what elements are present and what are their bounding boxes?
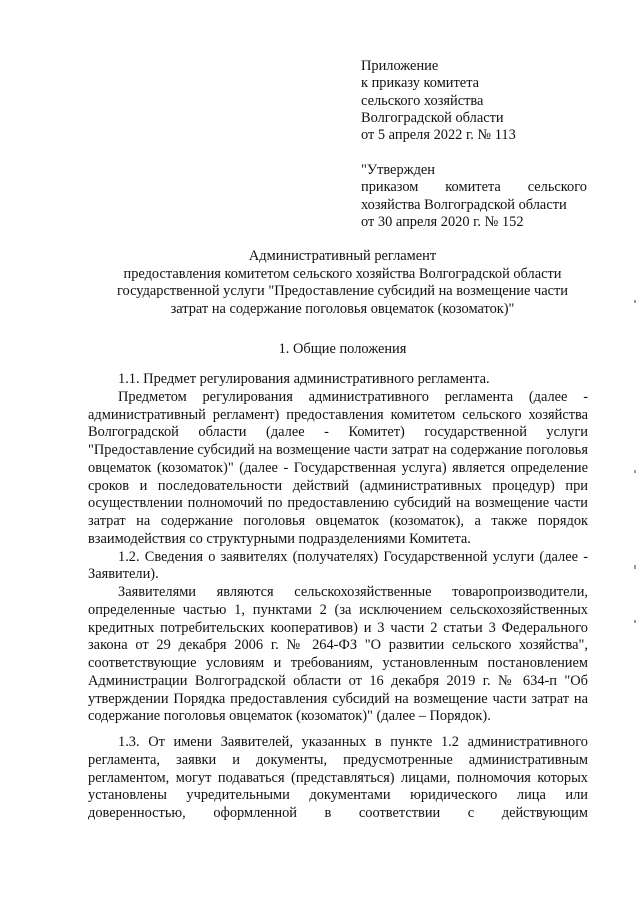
title-line: затрат на содержание поголовья овцематок (козоматок)" [170, 300, 515, 317]
paragraph: 1.3. От имени Заявителей, указанных в пункте 1.2 административного регламента, заявки и документы, предусмотренные административным регламентом, могут подаваться (представляться) лицами, полномочия которых установлены учредительными документами юридического лица или доверенностью, оформленной в соответствии с действующим [88, 734, 588, 821]
scan-edge-mark [634, 300, 636, 303]
appendix-line: Приложение [361, 58, 439, 74]
paragraph: 1.2. Сведения о заявителях (получателях) Государственной услуги (далее - Заявители). [88, 548, 588, 583]
approval-line: приказом комитета сельского [361, 179, 587, 196]
section-body [88, 371, 588, 823]
approval-heading: "Утвержден [361, 162, 435, 178]
scan-edge-mark [634, 470, 636, 473]
approval-line: от 30 апреля 2020 г. № 152 [361, 214, 524, 231]
title-line: Административный регламент [248, 248, 437, 264]
appendix-line: сельского хозяйства [361, 92, 484, 109]
appendix-line: от 5 апреля 2022 г. № 113 [361, 127, 516, 144]
appendix-line: к приказу комитета [361, 75, 480, 92]
title-line: государственной услуги "Предоставление субсидий на возмещение части [117, 283, 568, 300]
title-line: предоставления комитетом сельского хозяйства Волгоградской области [123, 265, 562, 282]
appendix-line: Волгоградской области [361, 109, 504, 126]
section-heading: 1. Общие положения [278, 341, 407, 357]
approval-line: хозяйства Волгоградской области [361, 196, 567, 213]
paragraph: 1.1. Предмет регулирования административного регламента. [118, 371, 490, 387]
paragraph: Предметом регулирования административного регламента (далее - административный регламент) предоставления комитетом сельского хозяйства Волгоградской области (далее - Комитет) государственной услуги "Предоставление субсидий на возмещение части затрат на содержание поголовья овцематок (козоматок)" (далее - Государственная услуга) является определение сроков и последовательности действий (административных процедур) при осуществлении полномочий по предоставлению субсидий на возмещение части затрат на содержание поголовья овцематок (козоматок), а также порядок взаимодействия со структурными подразделениями Комитета. [88, 388, 588, 547]
scan-edge-mark [634, 620, 636, 623]
appendix-block [361, 58, 591, 144]
approval-block [361, 162, 587, 232]
paragraph: Заявителями являются сельскохозяйственные товаропроизводители, определенные частью 1, пунктами 2 (за исключением сельскохозяйственных кредитных потребительских кооперативов) и 3 части 2 статьи 3 Федерального закона от 29 декабря 2006 г. № 264-ФЗ "О развитии сельского хозяйства", соответствующие условиям и требованиям, установленным постановлением Администрации Волгоградской области от 16 декабря 2019 г. № 634-п "Об утверждении Порядка предоставления субсидий на возмещение части затрат на содержание поголовья овцематок (козоматок)" (далее – Порядок). [88, 584, 588, 725]
scan-edge-mark [634, 565, 636, 569]
document-title [80, 248, 605, 318]
